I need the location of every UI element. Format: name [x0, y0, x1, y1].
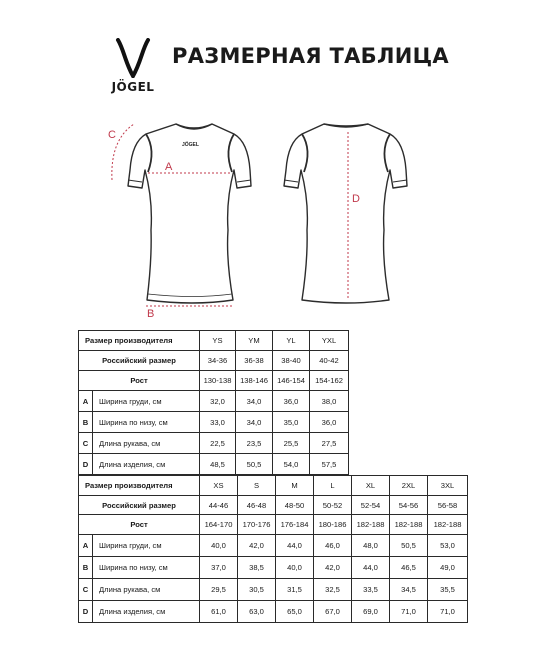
row-letter: A [79, 535, 93, 557]
value-cell: 33,0 [200, 412, 236, 433]
height-cell: 130-138 [200, 371, 236, 391]
ru-size-label: Российский размер [79, 496, 200, 515]
row-letter: B [79, 557, 93, 579]
value-cell: 69,0 [352, 601, 390, 623]
table-row [79, 557, 468, 579]
measure-name: Ширина по низу, см [93, 412, 200, 433]
measure-lines-front [112, 124, 234, 306]
size-cell: YM [236, 331, 273, 351]
ru-size-cell: 48-50 [276, 496, 314, 515]
value-cell: 65,0 [276, 601, 314, 623]
size-cell: M [276, 476, 314, 496]
ru-size-cell: 44-46 [200, 496, 238, 515]
header-label: Размер производителя [79, 331, 200, 351]
height-cell: 182-188 [352, 515, 390, 535]
ru-size-label: Российский размер [79, 351, 200, 371]
table-row [79, 454, 349, 475]
value-cell: 32,5 [314, 579, 352, 601]
table-row [79, 535, 468, 557]
height-cell: 154-162 [310, 371, 349, 391]
size-cell: S [238, 476, 276, 496]
height-label: Рост [79, 515, 200, 535]
height-cell: 182-188 [390, 515, 428, 535]
front-logo-mark: JÖGEL [182, 142, 199, 148]
label-d: D [352, 193, 360, 205]
header-label: Размер производителя [79, 476, 200, 496]
measure-name: Длина изделия, см [93, 601, 200, 623]
value-cell: 36,0 [310, 412, 349, 433]
row-letter: D [79, 601, 93, 623]
value-cell: 23,5 [236, 433, 273, 454]
value-cell: 37,0 [200, 557, 238, 579]
table-row [79, 412, 349, 433]
value-cell: 32,0 [200, 391, 236, 412]
value-cell: 46,5 [390, 557, 428, 579]
ru-size-cell: 38-40 [273, 351, 310, 371]
measure-name: Ширина по низу, см [93, 557, 200, 579]
size-cell: XL [352, 476, 390, 496]
value-cell: 53,0 [428, 535, 468, 557]
measure-name: Длина рукава, см [93, 579, 200, 601]
value-cell: 38,5 [238, 557, 276, 579]
value-cell: 46,0 [314, 535, 352, 557]
value-cell: 50,5 [390, 535, 428, 557]
row-letter: C [79, 433, 93, 454]
value-cell: 42,0 [238, 535, 276, 557]
value-cell: 61,0 [200, 601, 238, 623]
value-cell: 54,0 [273, 454, 310, 475]
brand-name: JÖGEL [111, 80, 155, 94]
shirt-diagram [100, 110, 440, 325]
value-cell: 36,0 [273, 391, 310, 412]
brand-logo [104, 38, 162, 94]
value-cell: 25,5 [273, 433, 310, 454]
size-table-youth [78, 330, 349, 475]
shirt-front [128, 124, 251, 303]
size-cell: 2XL [390, 476, 428, 496]
ru-size-cell: 56-58 [428, 496, 468, 515]
value-cell: 48,5 [200, 454, 236, 475]
label-b: B [147, 308, 155, 320]
table-row [79, 391, 349, 412]
jogel-logo-icon [114, 38, 152, 78]
table-row [79, 515, 468, 535]
value-cell: 33,5 [352, 579, 390, 601]
height-cell: 164-170 [200, 515, 238, 535]
value-cell: 29,5 [200, 579, 238, 601]
label-c: C [108, 129, 116, 141]
value-cell: 71,0 [390, 601, 428, 623]
value-cell: 49,0 [428, 557, 468, 579]
value-cell: 35,5 [428, 579, 468, 601]
height-cell: 182-188 [428, 515, 468, 535]
value-cell: 34,5 [390, 579, 428, 601]
height-cell: 138-146 [236, 371, 273, 391]
ru-size-cell: 34-36 [200, 351, 236, 371]
table-row [79, 371, 349, 391]
ru-size-cell: 36-38 [236, 351, 273, 371]
size-cell: YS [200, 331, 236, 351]
ru-size-cell: 54-56 [390, 496, 428, 515]
value-cell: 34,0 [236, 391, 273, 412]
size-cell: L [314, 476, 352, 496]
value-cell: 57,5 [310, 454, 349, 475]
row-letter: D [79, 454, 93, 475]
row-letter: A [79, 391, 93, 412]
row-letter: C [79, 579, 93, 601]
value-cell: 30,5 [238, 579, 276, 601]
size-cell: YL [273, 331, 310, 351]
page-title: РАЗМЕРНАЯ ТАБЛИЦА [172, 44, 449, 68]
ru-size-cell: 40-42 [310, 351, 349, 371]
table-row [79, 496, 468, 515]
value-cell: 44,0 [352, 557, 390, 579]
value-cell: 34,0 [236, 412, 273, 433]
label-a: A [165, 161, 173, 173]
table-row [79, 476, 468, 496]
value-cell: 48,0 [352, 535, 390, 557]
value-cell: 27,5 [310, 433, 349, 454]
ru-size-cell: 46-48 [238, 496, 276, 515]
value-cell: 35,0 [273, 412, 310, 433]
measure-name: Ширина груди, см [93, 391, 200, 412]
table-row [79, 433, 349, 454]
value-cell: 44,0 [276, 535, 314, 557]
measure-name: Длина изделия, см [93, 454, 200, 475]
height-cell: 180-186 [314, 515, 352, 535]
value-cell: 50,5 [236, 454, 273, 475]
value-cell: 71,0 [428, 601, 468, 623]
measure-name: Ширина груди, см [93, 535, 200, 557]
table-row [79, 579, 468, 601]
value-cell: 38,0 [310, 391, 349, 412]
height-cell: 176-184 [276, 515, 314, 535]
value-cell: 31,5 [276, 579, 314, 601]
value-cell: 42,0 [314, 557, 352, 579]
table-row [79, 351, 349, 371]
row-letter: B [79, 412, 93, 433]
height-cell: 146-154 [273, 371, 310, 391]
height-cell: 170-176 [238, 515, 276, 535]
value-cell: 40,0 [200, 535, 238, 557]
table-row [79, 331, 349, 351]
ru-size-cell: 50-52 [314, 496, 352, 515]
value-cell: 67,0 [314, 601, 352, 623]
size-cell: YXL [310, 331, 349, 351]
value-cell: 22,5 [200, 433, 236, 454]
size-table-adult [78, 475, 468, 623]
ru-size-cell: 52-54 [352, 496, 390, 515]
value-cell: 40,0 [276, 557, 314, 579]
table-row [79, 601, 468, 623]
size-cell: XS [200, 476, 238, 496]
measure-name: Длина рукава, см [93, 433, 200, 454]
size-cell: 3XL [428, 476, 468, 496]
value-cell: 63,0 [238, 601, 276, 623]
shirt-back [284, 124, 407, 303]
height-label: Рост [79, 371, 200, 391]
